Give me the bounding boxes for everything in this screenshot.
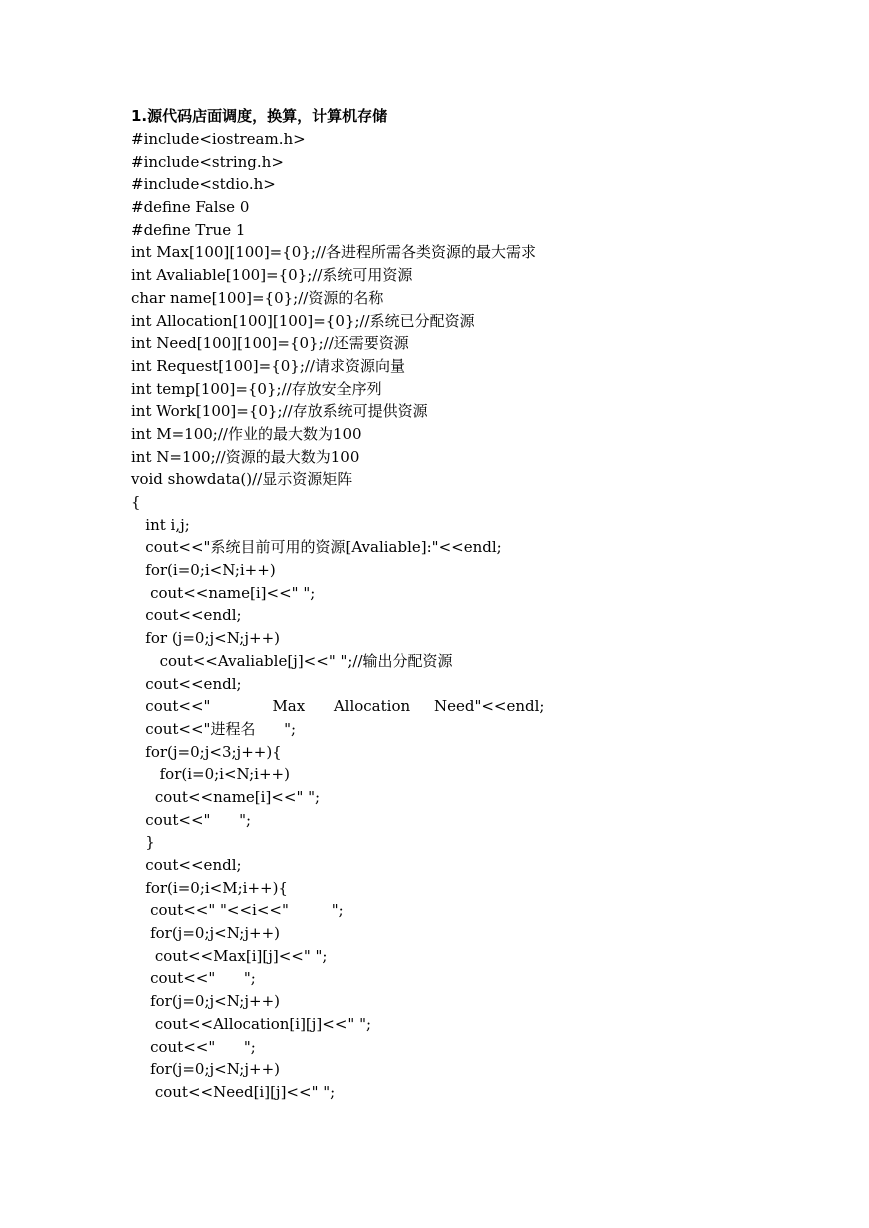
code-line: cout<<endl; — [131, 674, 242, 693]
code-line: cout<<" "<<i<<" "; — [131, 901, 344, 920]
code-line: cout<<" "; — [131, 1037, 256, 1056]
code-line: cout<<" "; — [131, 969, 256, 988]
code-line: cout<<"系统目前可用的资源[Avaliable]:"<<endl; — [131, 538, 502, 557]
section-heading: 1.源代码店面调度，换算，计算机存储 — [131, 107, 388, 125]
code-line: for(i=0;i<N;i++) — [131, 561, 276, 580]
code-line: int Need[100][100]={0};//还需要资源 — [131, 334, 409, 353]
code-line: for(j=0;j<N;j++) — [131, 924, 280, 943]
code-line: { — [131, 493, 141, 511]
code-line: int Allocation[100][100]={0};//系统已分配资源 — [131, 311, 475, 330]
code-line: cout<<name[i]<<" "; — [131, 583, 316, 602]
code-line: cout<<Avaliable[j]<<" ";//输出分配资源 — [131, 651, 453, 670]
code-line: #include<stdio.h> — [131, 175, 276, 194]
code-line: for(j=0;j<N;j++) — [131, 992, 280, 1011]
code-line: int Work[100]={0};//存放系统可提供资源 — [131, 402, 428, 421]
code-line: cout<<Max[i][j]<<" "; — [131, 946, 328, 965]
code-line: cout<<"进程名 "; — [131, 719, 297, 738]
code-line: cout<<" Max Allocation Need"<<endl; — [131, 697, 545, 716]
code-line: cout<<endl; — [131, 856, 242, 874]
code-line: for(j=0;j<N;j++) — [131, 1060, 280, 1079]
code-line: int i,j; — [131, 515, 190, 534]
code-line: void showdata()//显示资源矩阵 — [131, 470, 353, 489]
code-line: #include<iostream.h> — [131, 130, 306, 148]
code-line: int M=100;//作业的最大数为100 — [131, 424, 362, 443]
code-line: cout<<name[i]<<" "; — [131, 787, 321, 806]
code-line: char name[100]={0};//资源的名称 — [131, 288, 384, 307]
code-line: for(j=0;j<3;j++){ — [131, 742, 282, 761]
code-line: for(i=0;i<M;i++){ — [131, 878, 288, 897]
code-line: int temp[100]={0};//存放安全序列 — [131, 379, 382, 398]
code-line: } — [131, 833, 155, 852]
code-block — [131, 128, 544, 1104]
code-line: int Request[100]={0};//请求资源向量 — [131, 356, 405, 375]
code-line: cout<<Need[i][j]<<" "; — [131, 1082, 336, 1101]
code-line: cout<<Allocation[i][j]<<" "; — [131, 1014, 372, 1033]
code-line: #define False 0 — [131, 198, 250, 217]
code-line: for(i=0;i<N;i++) — [131, 765, 290, 784]
code-line: int N=100;//资源的最大数为100 — [131, 447, 360, 466]
code-line: cout<<endl; — [131, 606, 242, 625]
code-line: #define True 1 — [131, 220, 246, 239]
code-line: int Avaliable[100]={0};//系统可用资源 — [131, 266, 413, 285]
code-line: for (j=0;j<N;j++) — [131, 629, 280, 648]
code-line: int Max[100][100]={0};//各进程所需各类资源的最大需求 — [131, 243, 537, 262]
code-line: #include<string.h> — [131, 152, 284, 171]
code-line: cout<<" "; — [131, 810, 252, 829]
